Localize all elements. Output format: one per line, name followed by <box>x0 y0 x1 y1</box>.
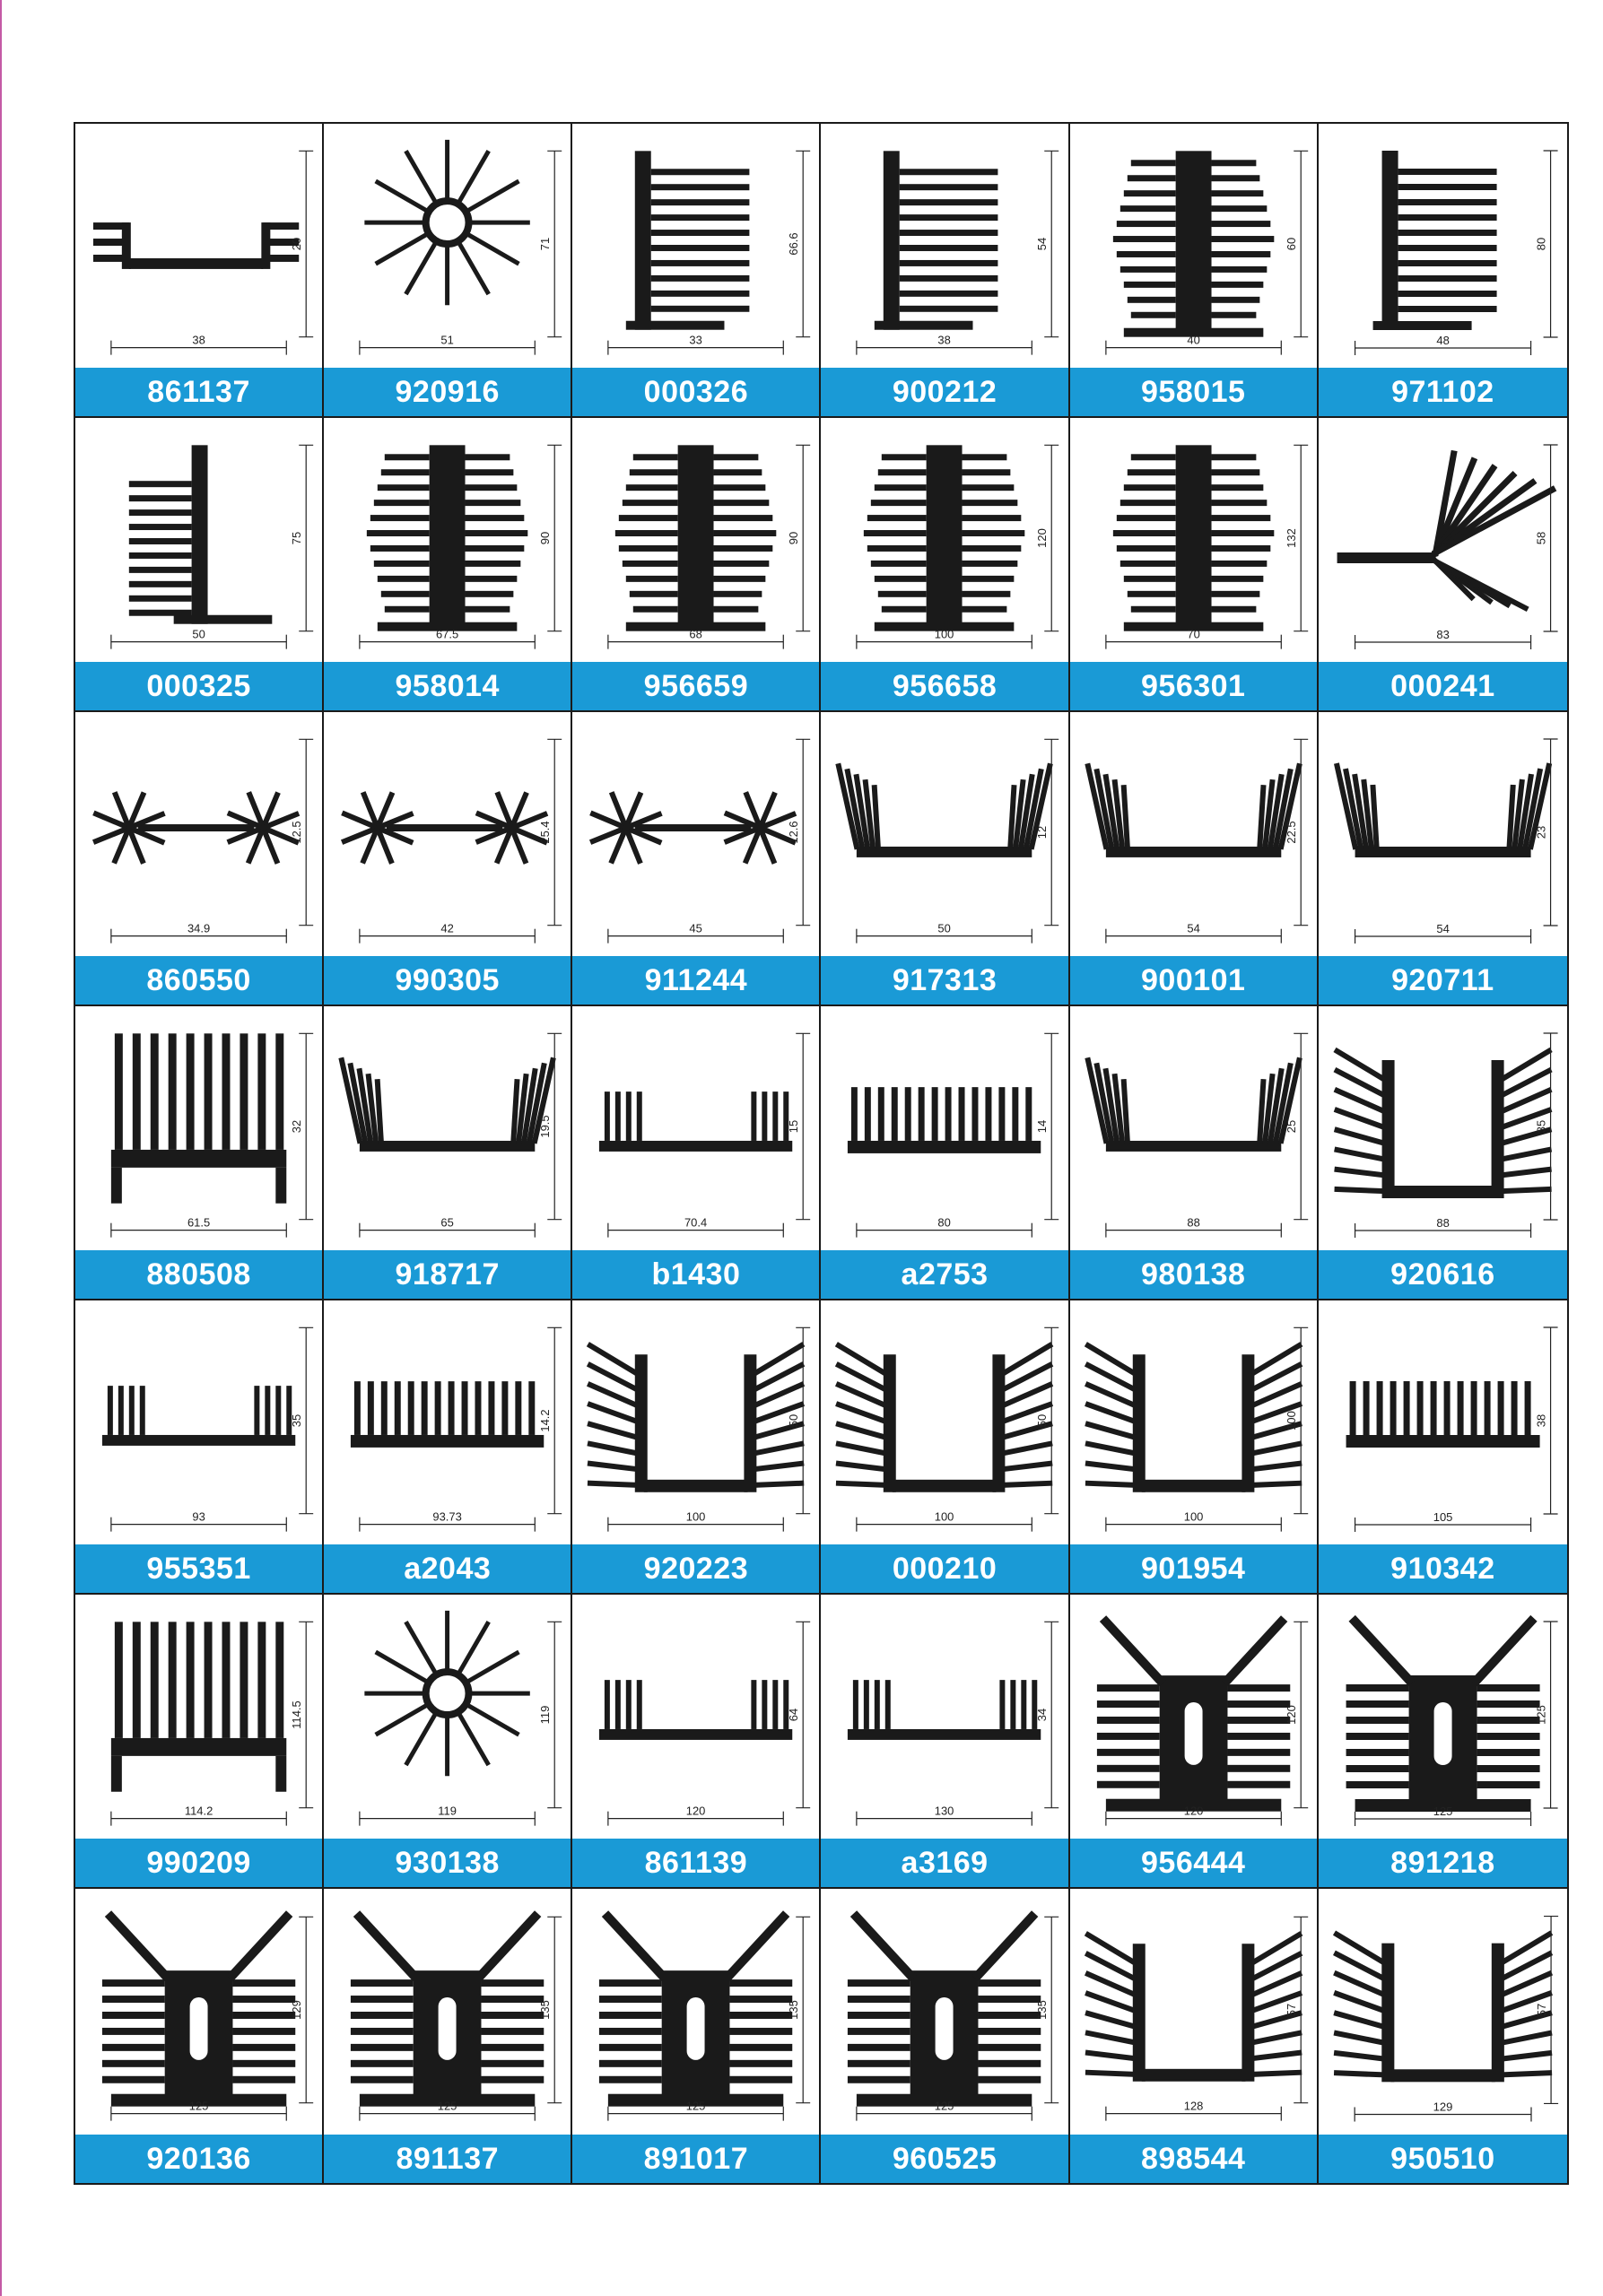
heatsink-profile-icon <box>821 124 1067 368</box>
width-dimension: 88 <box>1187 1215 1200 1230</box>
width-dimension: 100 <box>935 627 954 641</box>
heatsink-profile-icon <box>75 1889 322 2135</box>
profile-code-label: 990305 <box>324 956 571 1004</box>
page-edge-line <box>0 0 2 2296</box>
width-dimension: 61.5 <box>187 1215 211 1230</box>
height-dimension: 35 <box>1534 1119 1548 1134</box>
profile-drawing <box>1319 712 1567 956</box>
profile-drawing <box>324 1595 571 1839</box>
profile-drawing <box>572 712 819 956</box>
width-dimension: 48 <box>1436 334 1450 347</box>
profile-code-label: 920223 <box>572 1544 819 1593</box>
heatsink-profile-icon <box>1070 1595 1317 1839</box>
profile-code-label: 918717 <box>324 1250 571 1299</box>
profile-cell[interactable] <box>1319 1595 1567 1889</box>
profile-drawing <box>1070 418 1317 662</box>
profile-code-label: 000241 <box>1319 662 1567 710</box>
heatsink-profile-icon <box>821 1595 1067 1839</box>
profile-drawing <box>1070 1595 1317 1839</box>
width-dimension: 128 <box>1183 2099 1204 2113</box>
width-dimension: 105 <box>1433 1510 1453 1524</box>
profile-code-label: 958014 <box>324 662 571 710</box>
height-dimension: 135 <box>538 2000 553 2020</box>
heatsink-profile-icon <box>324 1889 571 2135</box>
profile-drawing <box>821 1889 1067 2135</box>
profile-drawing <box>821 1006 1067 1250</box>
profile-drawing <box>324 1006 571 1250</box>
width-dimension: 119 <box>438 1804 457 1818</box>
profile-drawing <box>75 124 322 368</box>
heatsink-profile-icon <box>1319 1889 1567 2135</box>
profile-cell[interactable] <box>75 1889 324 2183</box>
height-dimension: 58 <box>1534 531 1548 545</box>
profile-code-label: 891017 <box>572 2135 819 2183</box>
height-dimension: 114.5 <box>290 1700 304 1729</box>
width-dimension: 125 <box>437 2099 457 2113</box>
profile-drawing <box>324 124 571 368</box>
profile-cell[interactable] <box>75 712 324 1006</box>
heatsink-profile-icon <box>324 124 571 368</box>
height-dimension: 71 <box>538 237 553 251</box>
heatsink-profile-icon <box>572 418 819 662</box>
width-dimension: 45 <box>689 921 703 935</box>
width-dimension: 130 <box>935 1804 954 1818</box>
profile-cell[interactable] <box>1319 1006 1567 1300</box>
heatsink-profile-icon <box>1319 712 1567 956</box>
heatsink-profile-icon <box>324 1300 571 1544</box>
width-dimension: 83 <box>1436 628 1450 641</box>
profile-cell[interactable] <box>821 418 1069 712</box>
profile-code-label: 000210 <box>821 1544 1067 1593</box>
height-dimension: 120 <box>1284 1705 1298 1725</box>
heatsink-profile-icon <box>821 1889 1067 2135</box>
profile-code-label: 880508 <box>75 1250 322 1299</box>
profile-drawing <box>1070 1006 1317 1250</box>
height-dimension: 90 <box>787 531 801 545</box>
width-dimension: 80 <box>937 1215 952 1230</box>
profile-drawing <box>1319 1300 1567 1544</box>
height-dimension: 64 <box>787 1708 801 1722</box>
height-dimension: 119 <box>538 1705 553 1725</box>
profile-drawing <box>1319 1889 1567 2135</box>
heatsink-profile-icon <box>572 1889 819 2135</box>
heatsink-profile-icon <box>75 1300 322 1544</box>
width-dimension: 68 <box>689 627 703 641</box>
profile-drawing <box>572 1595 819 1839</box>
profile-cell[interactable] <box>821 1300 1069 1595</box>
profile-cell[interactable] <box>324 418 572 712</box>
profile-drawing <box>1070 1889 1317 2135</box>
profile-cell[interactable] <box>572 1300 821 1595</box>
profile-code-label: 958015 <box>1070 368 1317 416</box>
profile-cell[interactable] <box>324 1300 572 1595</box>
profile-drawing <box>821 712 1067 956</box>
profile-cell[interactable] <box>572 1006 821 1300</box>
height-dimension: 132 <box>1284 528 1298 548</box>
height-dimension: 34 <box>1035 1708 1050 1722</box>
profile-cell[interactable] <box>324 712 572 1006</box>
height-dimension: 14.2 <box>538 1409 553 1432</box>
heatsink-profile-icon <box>821 1300 1067 1544</box>
height-dimension: 80 <box>1534 237 1548 251</box>
heatsink-profile-icon <box>1319 124 1567 368</box>
profile-code-label: a2753 <box>821 1250 1067 1299</box>
height-dimension: 25 <box>1284 1119 1298 1134</box>
height-dimension: 100 <box>1284 1411 1298 1431</box>
profile-code-label: 920916 <box>324 368 571 416</box>
heatsink-profile-icon <box>75 124 322 368</box>
profile-code-label: 898544 <box>1070 2135 1317 2183</box>
heatsink-profile-icon <box>75 1006 322 1250</box>
heatsink-profile-icon <box>1070 124 1317 368</box>
profile-cell[interactable] <box>324 1889 572 2183</box>
profile-code-label: 960525 <box>821 2135 1067 2183</box>
profile-cell[interactable] <box>572 418 821 712</box>
profile-cell[interactable] <box>1319 1300 1567 1595</box>
profile-code-label: 956658 <box>821 662 1067 710</box>
profile-code-label: 891218 <box>1319 1839 1567 1887</box>
height-dimension: 120 <box>1035 528 1050 548</box>
height-dimension: 57 <box>1284 2003 1298 2017</box>
profile-drawing <box>75 1006 322 1250</box>
profile-drawing <box>324 712 571 956</box>
height-dimension: 14 <box>1035 1119 1050 1134</box>
heatsink-profile-icon <box>324 1006 571 1250</box>
heatsink-profile-catalog <box>74 122 1569 2185</box>
width-dimension: 38 <box>192 333 205 347</box>
profile-cell[interactable] <box>1070 1595 1319 1889</box>
profile-code-label: 920711 <box>1319 956 1567 1004</box>
heatsink-profile-icon <box>572 1300 819 1544</box>
width-dimension: 125 <box>935 2099 954 2113</box>
width-dimension: 54 <box>1187 921 1200 935</box>
heatsink-profile-icon <box>1070 712 1317 956</box>
profile-code-label: b1430 <box>572 1250 819 1299</box>
profile-code-label: 990209 <box>75 1839 322 1887</box>
height-dimension: 15 <box>787 1119 801 1134</box>
height-dimension: 57 <box>1534 2003 1548 2017</box>
height-dimension: 125 <box>1534 1705 1548 1725</box>
profile-code-label: a3169 <box>821 1839 1067 1887</box>
width-dimension: 50 <box>937 921 952 935</box>
height-dimension: 12 <box>1035 825 1050 839</box>
profile-cell[interactable] <box>1070 1300 1319 1595</box>
width-dimension: 70.4 <box>684 1215 708 1230</box>
profile-code-label: 861139 <box>572 1839 819 1887</box>
profile-cell[interactable] <box>324 124 572 418</box>
width-dimension: 120 <box>1183 1804 1204 1818</box>
profile-cell[interactable] <box>1319 418 1567 712</box>
profile-cell[interactable] <box>572 712 821 1006</box>
width-dimension: 93.73 <box>432 1509 462 1524</box>
profile-drawing <box>572 418 819 662</box>
heatsink-profile-icon <box>572 1595 819 1839</box>
profile-drawing <box>1070 712 1317 956</box>
width-dimension: 34.9 <box>187 921 211 935</box>
heatsink-profile-icon <box>821 1006 1067 1250</box>
width-dimension: 51 <box>440 333 454 347</box>
width-dimension: 54 <box>1436 922 1450 935</box>
height-dimension: 22.5 <box>1284 821 1298 844</box>
heatsink-profile-icon <box>1319 418 1567 662</box>
profile-code-label: 971102 <box>1319 368 1567 416</box>
width-dimension: 67.5 <box>436 627 459 641</box>
height-dimension: 38 <box>1534 1413 1548 1428</box>
height-dimension: 75 <box>290 531 304 545</box>
width-dimension: 125 <box>686 2099 706 2113</box>
profile-code-label: 980138 <box>1070 1250 1317 1299</box>
profile-cell[interactable] <box>1070 1889 1319 2183</box>
heatsink-profile-icon <box>1319 1300 1567 1544</box>
profile-code-label: 955351 <box>75 1544 322 1593</box>
profile-cell[interactable] <box>1319 1889 1567 2183</box>
profile-drawing <box>1319 418 1567 662</box>
width-dimension: 100 <box>935 1509 954 1524</box>
profile-cell[interactable] <box>324 1595 572 1889</box>
profile-drawing <box>821 124 1067 368</box>
profile-code-label: 920616 <box>1319 1250 1567 1299</box>
profile-drawing <box>572 1006 819 1250</box>
width-dimension: 33 <box>689 333 703 347</box>
width-dimension: 70 <box>1187 627 1200 641</box>
heatsink-profile-icon <box>1070 1300 1317 1544</box>
heatsink-profile-icon <box>1070 1006 1317 1250</box>
profile-drawing <box>324 1889 571 2135</box>
heatsink-profile-icon <box>324 712 571 956</box>
width-dimension: 93 <box>192 1509 205 1524</box>
heatsink-profile-icon <box>1070 1889 1317 2135</box>
width-dimension: 120 <box>686 1804 706 1818</box>
heatsink-profile-icon <box>1070 418 1317 662</box>
heatsink-profile-icon <box>572 1006 819 1250</box>
height-dimension: 135 <box>1035 2000 1050 2020</box>
width-dimension: 40 <box>1187 333 1200 347</box>
height-dimension: 129 <box>290 2000 304 2020</box>
profile-code-label: 956301 <box>1070 662 1317 710</box>
width-dimension: 88 <box>1436 1216 1450 1230</box>
heatsink-profile-icon <box>75 1595 322 1839</box>
profile-code-label: 910342 <box>1319 1544 1567 1593</box>
heatsink-profile-icon <box>572 712 819 956</box>
profile-code-label: 930138 <box>324 1839 571 1887</box>
width-dimension: 65 <box>440 1215 454 1230</box>
profile-drawing <box>821 1595 1067 1839</box>
profile-drawing <box>821 418 1067 662</box>
profile-drawing <box>821 1300 1067 1544</box>
profile-cell[interactable] <box>572 1595 821 1889</box>
heatsink-profile-icon <box>821 712 1067 956</box>
profile-cell[interactable] <box>821 1595 1069 1889</box>
profile-cell[interactable] <box>75 1595 324 1889</box>
profile-drawing <box>1070 1300 1317 1544</box>
profile-cell[interactable] <box>75 418 324 712</box>
profile-cell[interactable] <box>1319 712 1567 1006</box>
profile-drawing <box>1319 1006 1567 1250</box>
width-dimension: 100 <box>1183 1509 1204 1524</box>
profile-drawing <box>324 1300 571 1544</box>
heatsink-profile-icon <box>1319 1595 1567 1839</box>
profile-cell[interactable] <box>821 1889 1069 2183</box>
profile-code-label: 911244 <box>572 956 819 1004</box>
height-dimension: 19.5 <box>538 1115 553 1138</box>
profile-code-label: 860550 <box>75 956 322 1004</box>
profile-code-label: 901954 <box>1070 1544 1317 1593</box>
heatsink-profile-icon <box>324 418 571 662</box>
profile-drawing <box>324 418 571 662</box>
height-dimension: 135 <box>787 2000 801 2020</box>
profile-cell[interactable] <box>324 1006 572 1300</box>
profile-code-label: 900101 <box>1070 956 1317 1004</box>
profile-drawing <box>75 1889 322 2135</box>
height-dimension: 35 <box>290 1413 304 1428</box>
heatsink-profile-icon <box>572 124 819 368</box>
heatsink-profile-icon <box>75 712 322 956</box>
profile-cell[interactable] <box>75 1300 324 1595</box>
profile-code-label: 000325 <box>75 662 322 710</box>
profile-drawing <box>75 418 322 662</box>
heatsink-profile-icon <box>1319 1006 1567 1250</box>
heatsink-profile-icon <box>324 1595 571 1839</box>
height-dimension: 60 <box>1284 237 1298 251</box>
width-dimension: 42 <box>440 921 454 935</box>
profile-cell[interactable] <box>75 124 324 418</box>
profile-drawing <box>1070 124 1317 368</box>
height-dimension: 23 <box>1534 825 1548 839</box>
profile-cell[interactable] <box>1319 124 1567 418</box>
profile-cell[interactable] <box>1070 124 1319 418</box>
profile-code-label: 920136 <box>75 2135 322 2183</box>
height-dimension: 66.6 <box>787 232 801 256</box>
height-dimension: 12.6 <box>787 821 801 844</box>
width-dimension: 114.2 <box>184 1804 213 1818</box>
profile-cell[interactable] <box>821 712 1069 1006</box>
width-dimension: 100 <box>686 1509 706 1524</box>
profile-code-label: 950510 <box>1319 2135 1567 2183</box>
profile-cell[interactable] <box>1070 418 1319 712</box>
profile-code-label: 956659 <box>572 662 819 710</box>
width-dimension: 50 <box>192 627 205 641</box>
profile-cell[interactable] <box>1070 712 1319 1006</box>
profile-code-label: 000326 <box>572 368 819 416</box>
profile-drawing <box>572 124 819 368</box>
width-dimension: 38 <box>937 333 952 347</box>
profile-cell[interactable] <box>572 1889 821 2183</box>
width-dimension: 125 <box>1433 1805 1453 1818</box>
height-dimension: 25.4 <box>538 821 553 844</box>
profile-cell[interactable] <box>572 124 821 418</box>
height-dimension: 90 <box>538 531 553 545</box>
profile-code-label: a2043 <box>324 1544 571 1593</box>
heatsink-profile-icon <box>821 418 1067 662</box>
profile-drawing <box>1319 1595 1567 1839</box>
profile-drawing <box>75 712 322 956</box>
heatsink-profile-icon <box>75 418 322 662</box>
height-dimension: 50 <box>1035 1413 1050 1428</box>
height-dimension: 32 <box>290 1119 304 1134</box>
profile-drawing <box>1319 124 1567 368</box>
profile-code-label: 891137 <box>324 2135 571 2183</box>
profile-cell[interactable] <box>821 124 1069 418</box>
profile-drawing <box>75 1595 322 1839</box>
profile-drawing <box>572 1889 819 2135</box>
profile-code-label: 861137 <box>75 368 322 416</box>
width-dimension: 129 <box>1433 2100 1453 2114</box>
profile-cell[interactable] <box>821 1006 1069 1300</box>
profile-code-label: 917313 <box>821 956 1067 1004</box>
profile-cell[interactable] <box>75 1006 324 1300</box>
profile-drawing <box>572 1300 819 1544</box>
width-dimension: 125 <box>188 2099 209 2113</box>
profile-cell[interactable] <box>1070 1006 1319 1300</box>
height-dimension: 20 <box>290 237 304 251</box>
profile-code-label: 900212 <box>821 368 1067 416</box>
profile-drawing <box>75 1300 322 1544</box>
profile-code-label: 956444 <box>1070 1839 1317 1887</box>
height-dimension: 54 <box>1035 237 1050 251</box>
height-dimension: 50 <box>787 1413 801 1428</box>
height-dimension: 12.5 <box>290 821 304 844</box>
